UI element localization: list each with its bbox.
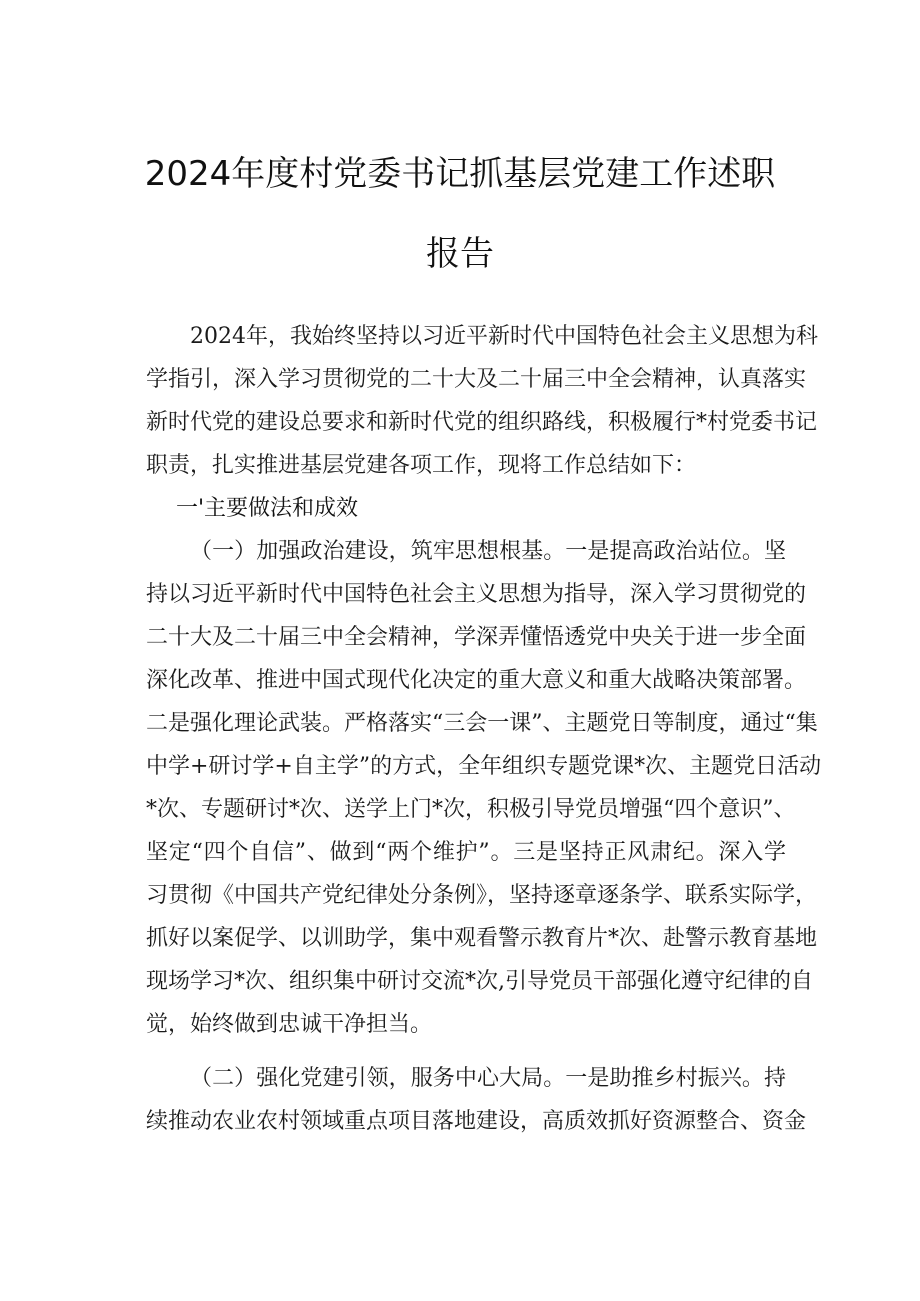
paragraph-line: 二是强化理论武装。严格落实“三会一课”、主题党日等制度，通过“集 — [146, 711, 818, 736]
paragraph-line: 深化改革、推进中国式现代化决定的重大意义和重大战略决策部署。 — [146, 668, 807, 693]
paragraph-line: 坚定“四个自信”、做到“两个维护”。三是坚持正风肃纪。深入学 — [146, 840, 786, 865]
paragraph-line: 持以习近平新时代中国特色社会主义思想为指导，深入学习贯彻党的 — [146, 582, 807, 607]
document-title-line1: 2024年度村党委书记抓基层党建工作述职 — [144, 154, 776, 194]
intro-line: 职责，扎实推进基层党建各项工作，现将工作总结如下： — [146, 453, 697, 478]
intro-line: 学指引，深入学习贯彻党的二十大及二十届三中全会精神，认真落实 — [146, 367, 807, 392]
paragraph-line: *次、专题研讨*次、送学上门*次，积极引导党员增强“四个意识”、 — [146, 797, 796, 822]
paragraph-line: 觉，始终做到忠诚干净担当。 — [146, 1012, 433, 1037]
intro-line: 2024年，我始终坚持以习近平新时代中国特色社会主义思想为科 — [190, 324, 818, 349]
paragraph-line: 续推动农业农村领域重点项目落地建设，高质效抓好资源整合、资金 — [146, 1109, 807, 1134]
paragraph-line: （一）加强政治建设，筑牢思想根基。一是提高政治站位。坚 — [190, 539, 786, 564]
document-title-line2: 报告 — [426, 234, 494, 274]
paragraph-line: 抓好以案促学、以训助学，集中观看警示教育片*次、赴警示教育基地 — [146, 926, 818, 951]
paragraph-line: 二十大及二十届三中全会精神，学深弄懂悟透党中央关于进一步全面 — [146, 625, 807, 650]
paragraph-line: （二）强化党建引领，服务中心大局。一是助推乡村振兴。持 — [190, 1066, 786, 1091]
paragraph-line: 中学+研讨学+自主学”的方式，全年组织专题党课*次、主题党日活动 — [146, 754, 822, 779]
section-heading: 一'主要做法和成效 — [176, 496, 359, 521]
paragraph-line: 现场学习*次、组织集中研讨交流*次,引导党员干部强化遵守纪律的自 — [146, 969, 813, 994]
intro-line: 新时代党的建设总要求和新时代党的组织路线，积极履行*村党委书记 — [146, 410, 818, 435]
paragraph-line: 习贯彻《中国共产党纪律处分条例》，坚持逐章逐条学、联系实际学， — [146, 883, 818, 908]
